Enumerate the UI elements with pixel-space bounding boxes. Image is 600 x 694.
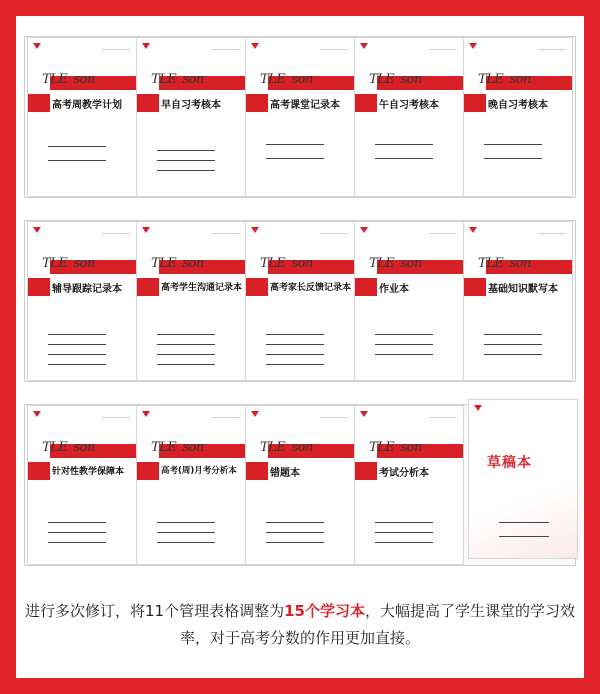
- form-field: [266, 542, 324, 543]
- header-field: [102, 227, 130, 234]
- form-field: [157, 522, 215, 523]
- form-field: [375, 542, 433, 543]
- red-tab: [355, 462, 377, 480]
- header-field: [211, 43, 239, 50]
- brand-wordmark: TLEsson: [369, 72, 422, 87]
- notebook-title: 高考学生沟通记录本: [161, 283, 243, 293]
- form-field: [157, 170, 215, 171]
- notebook-cover: [463, 221, 573, 381]
- brand-logo-icon: [33, 43, 41, 49]
- form-field: [157, 334, 215, 335]
- brand-logo-icon: [142, 227, 150, 233]
- red-tab: [246, 278, 268, 296]
- notebook-cover: [354, 221, 464, 381]
- notebook-title: 早自习考核本: [161, 100, 221, 111]
- brand-logo-icon: [360, 411, 368, 417]
- red-tab: [246, 94, 268, 112]
- red-tab: [355, 278, 377, 296]
- form-field: [48, 160, 106, 161]
- brand-logo-icon: [33, 227, 41, 233]
- form-field: [48, 334, 106, 335]
- header-field: [429, 227, 457, 234]
- form-field: [157, 532, 215, 533]
- brand-wordmark: TLEsson: [478, 256, 531, 271]
- notebook-title: 基础知识默写本: [488, 284, 558, 295]
- form-field: [48, 344, 106, 345]
- header-field: [429, 411, 457, 418]
- header-field: [429, 43, 457, 50]
- red-tab: [464, 94, 486, 112]
- notebook-cover: [136, 405, 246, 565]
- brand-wordmark: TLEsson: [42, 256, 95, 271]
- brand-logo-icon: [251, 227, 259, 233]
- notebook-title: 考试分析本: [379, 468, 429, 479]
- caption-part-2: ，大幅提高了学生课堂的学习效率，对于高考分数的作用更加直接。: [179, 602, 575, 647]
- brand-wordmark: TLEsson: [151, 72, 204, 87]
- notebook-title: 错题本: [270, 468, 300, 479]
- notebook-title: 高考课堂记录本: [270, 100, 340, 111]
- header-field: [320, 227, 348, 234]
- brand-wordmark: TLEsson: [369, 440, 422, 455]
- form-field: [266, 522, 324, 523]
- notebook-cover: [27, 221, 137, 381]
- form-field: [157, 364, 215, 365]
- form-field: [266, 334, 324, 335]
- notebook-title: 午自习考核本: [379, 100, 439, 111]
- brand-logo-icon: [251, 43, 259, 49]
- form-field: [375, 354, 433, 355]
- form-field: [48, 354, 106, 355]
- red-tab: [137, 462, 159, 480]
- caption-part-1: 进行多次修订，将11个管理表格调整为: [25, 602, 285, 620]
- form-field: [266, 354, 324, 355]
- red-tab: [355, 94, 377, 112]
- caption-highlight: 15个学习本: [284, 602, 365, 620]
- draft-title: 草稿本: [487, 455, 532, 471]
- form-field: [375, 344, 433, 345]
- notebook-title: 高考周教学计划: [52, 100, 122, 111]
- brand-wordmark: TLEsson: [260, 440, 313, 455]
- notebook-cover: [245, 37, 355, 197]
- brand-wordmark: TLEsson: [478, 72, 531, 87]
- form-field: [48, 532, 106, 533]
- form-field: [266, 364, 324, 365]
- red-tab: [28, 462, 50, 480]
- brand-wordmark: TLEsson: [42, 440, 95, 455]
- brand-wordmark: TLEsson: [260, 256, 313, 271]
- red-tab: [137, 94, 159, 112]
- form-field: [48, 542, 106, 543]
- brand-wordmark: TLEsson: [151, 256, 204, 271]
- notebook-title: 辅导跟踪记录本: [52, 284, 122, 295]
- form-field: [157, 150, 215, 151]
- form-field: [157, 354, 215, 355]
- brand-logo-icon: [360, 43, 368, 49]
- form-field: [157, 160, 215, 161]
- form-field: [375, 334, 433, 335]
- form-field: [266, 344, 324, 345]
- form-field: [157, 344, 215, 345]
- brand-wordmark: TLEsson: [42, 72, 95, 87]
- brand-logo-icon: [142, 411, 150, 417]
- form-field: [499, 536, 549, 537]
- notebook-cover: [27, 405, 137, 565]
- header-field: [102, 43, 130, 50]
- form-field: [266, 144, 324, 145]
- form-field: [375, 522, 433, 523]
- form-field: [484, 158, 542, 159]
- notebook-row-2: [24, 220, 576, 382]
- form-field: [484, 334, 542, 335]
- notebook-title: 作业本: [379, 284, 409, 295]
- form-field: [375, 144, 433, 145]
- form-field: [266, 532, 324, 533]
- header-field: [538, 227, 566, 234]
- form-field: [48, 522, 106, 523]
- form-field: [484, 144, 542, 145]
- notebook-row-1: [24, 36, 576, 198]
- notebook-title: 高考家长反馈记录本: [270, 283, 352, 293]
- form-field: [48, 364, 106, 365]
- brand-wordmark: TLEsson: [369, 256, 422, 271]
- brand-wordmark: TLEsson: [260, 72, 313, 87]
- brand-logo-icon: [33, 411, 41, 417]
- notebook-cover: [354, 405, 464, 565]
- red-tab: [28, 278, 50, 296]
- red-tab: [137, 278, 159, 296]
- notebook-cover: [27, 37, 137, 197]
- red-tab: [464, 278, 486, 296]
- brand-logo-icon: [360, 227, 368, 233]
- notebook-title: 晚自习考核本: [488, 100, 548, 111]
- brand-logo-icon: [474, 405, 482, 411]
- header-field: [538, 43, 566, 50]
- form-field: [48, 146, 106, 147]
- brand-logo-icon: [469, 227, 477, 233]
- form-field: [375, 532, 433, 533]
- notebook-title: 针对性教学保障本: [52, 467, 125, 477]
- brand-logo-icon: [251, 411, 259, 417]
- header-field: [211, 227, 239, 234]
- brand-logo-icon: [142, 43, 150, 49]
- notebook-cover: [245, 405, 355, 565]
- draft-notebook-cover: [468, 399, 578, 559]
- form-field: [499, 522, 549, 523]
- notebook-cover: [136, 37, 246, 197]
- header-field: [102, 411, 130, 418]
- header-field: [320, 411, 348, 418]
- form-field: [266, 158, 324, 159]
- notebook-cover: [245, 221, 355, 381]
- form-field: [484, 344, 542, 345]
- form-field: [375, 158, 433, 159]
- notebook-title: 高考(周)月考分析本: [161, 466, 237, 476]
- caption-text: [20, 598, 580, 652]
- header-field: [320, 43, 348, 50]
- notebook-row-3: [24, 404, 576, 566]
- form-field: [484, 354, 542, 355]
- header-field: [211, 411, 239, 418]
- red-tab: [246, 462, 268, 480]
- notebook-cover: [463, 37, 573, 197]
- red-tab: [28, 94, 50, 112]
- notebook-cover: [354, 37, 464, 197]
- brand-wordmark: TLEsson: [151, 440, 204, 455]
- brand-logo-icon: [469, 43, 477, 49]
- form-field: [157, 542, 215, 543]
- notebook-cover: [136, 221, 246, 381]
- draft-background: [469, 480, 578, 559]
